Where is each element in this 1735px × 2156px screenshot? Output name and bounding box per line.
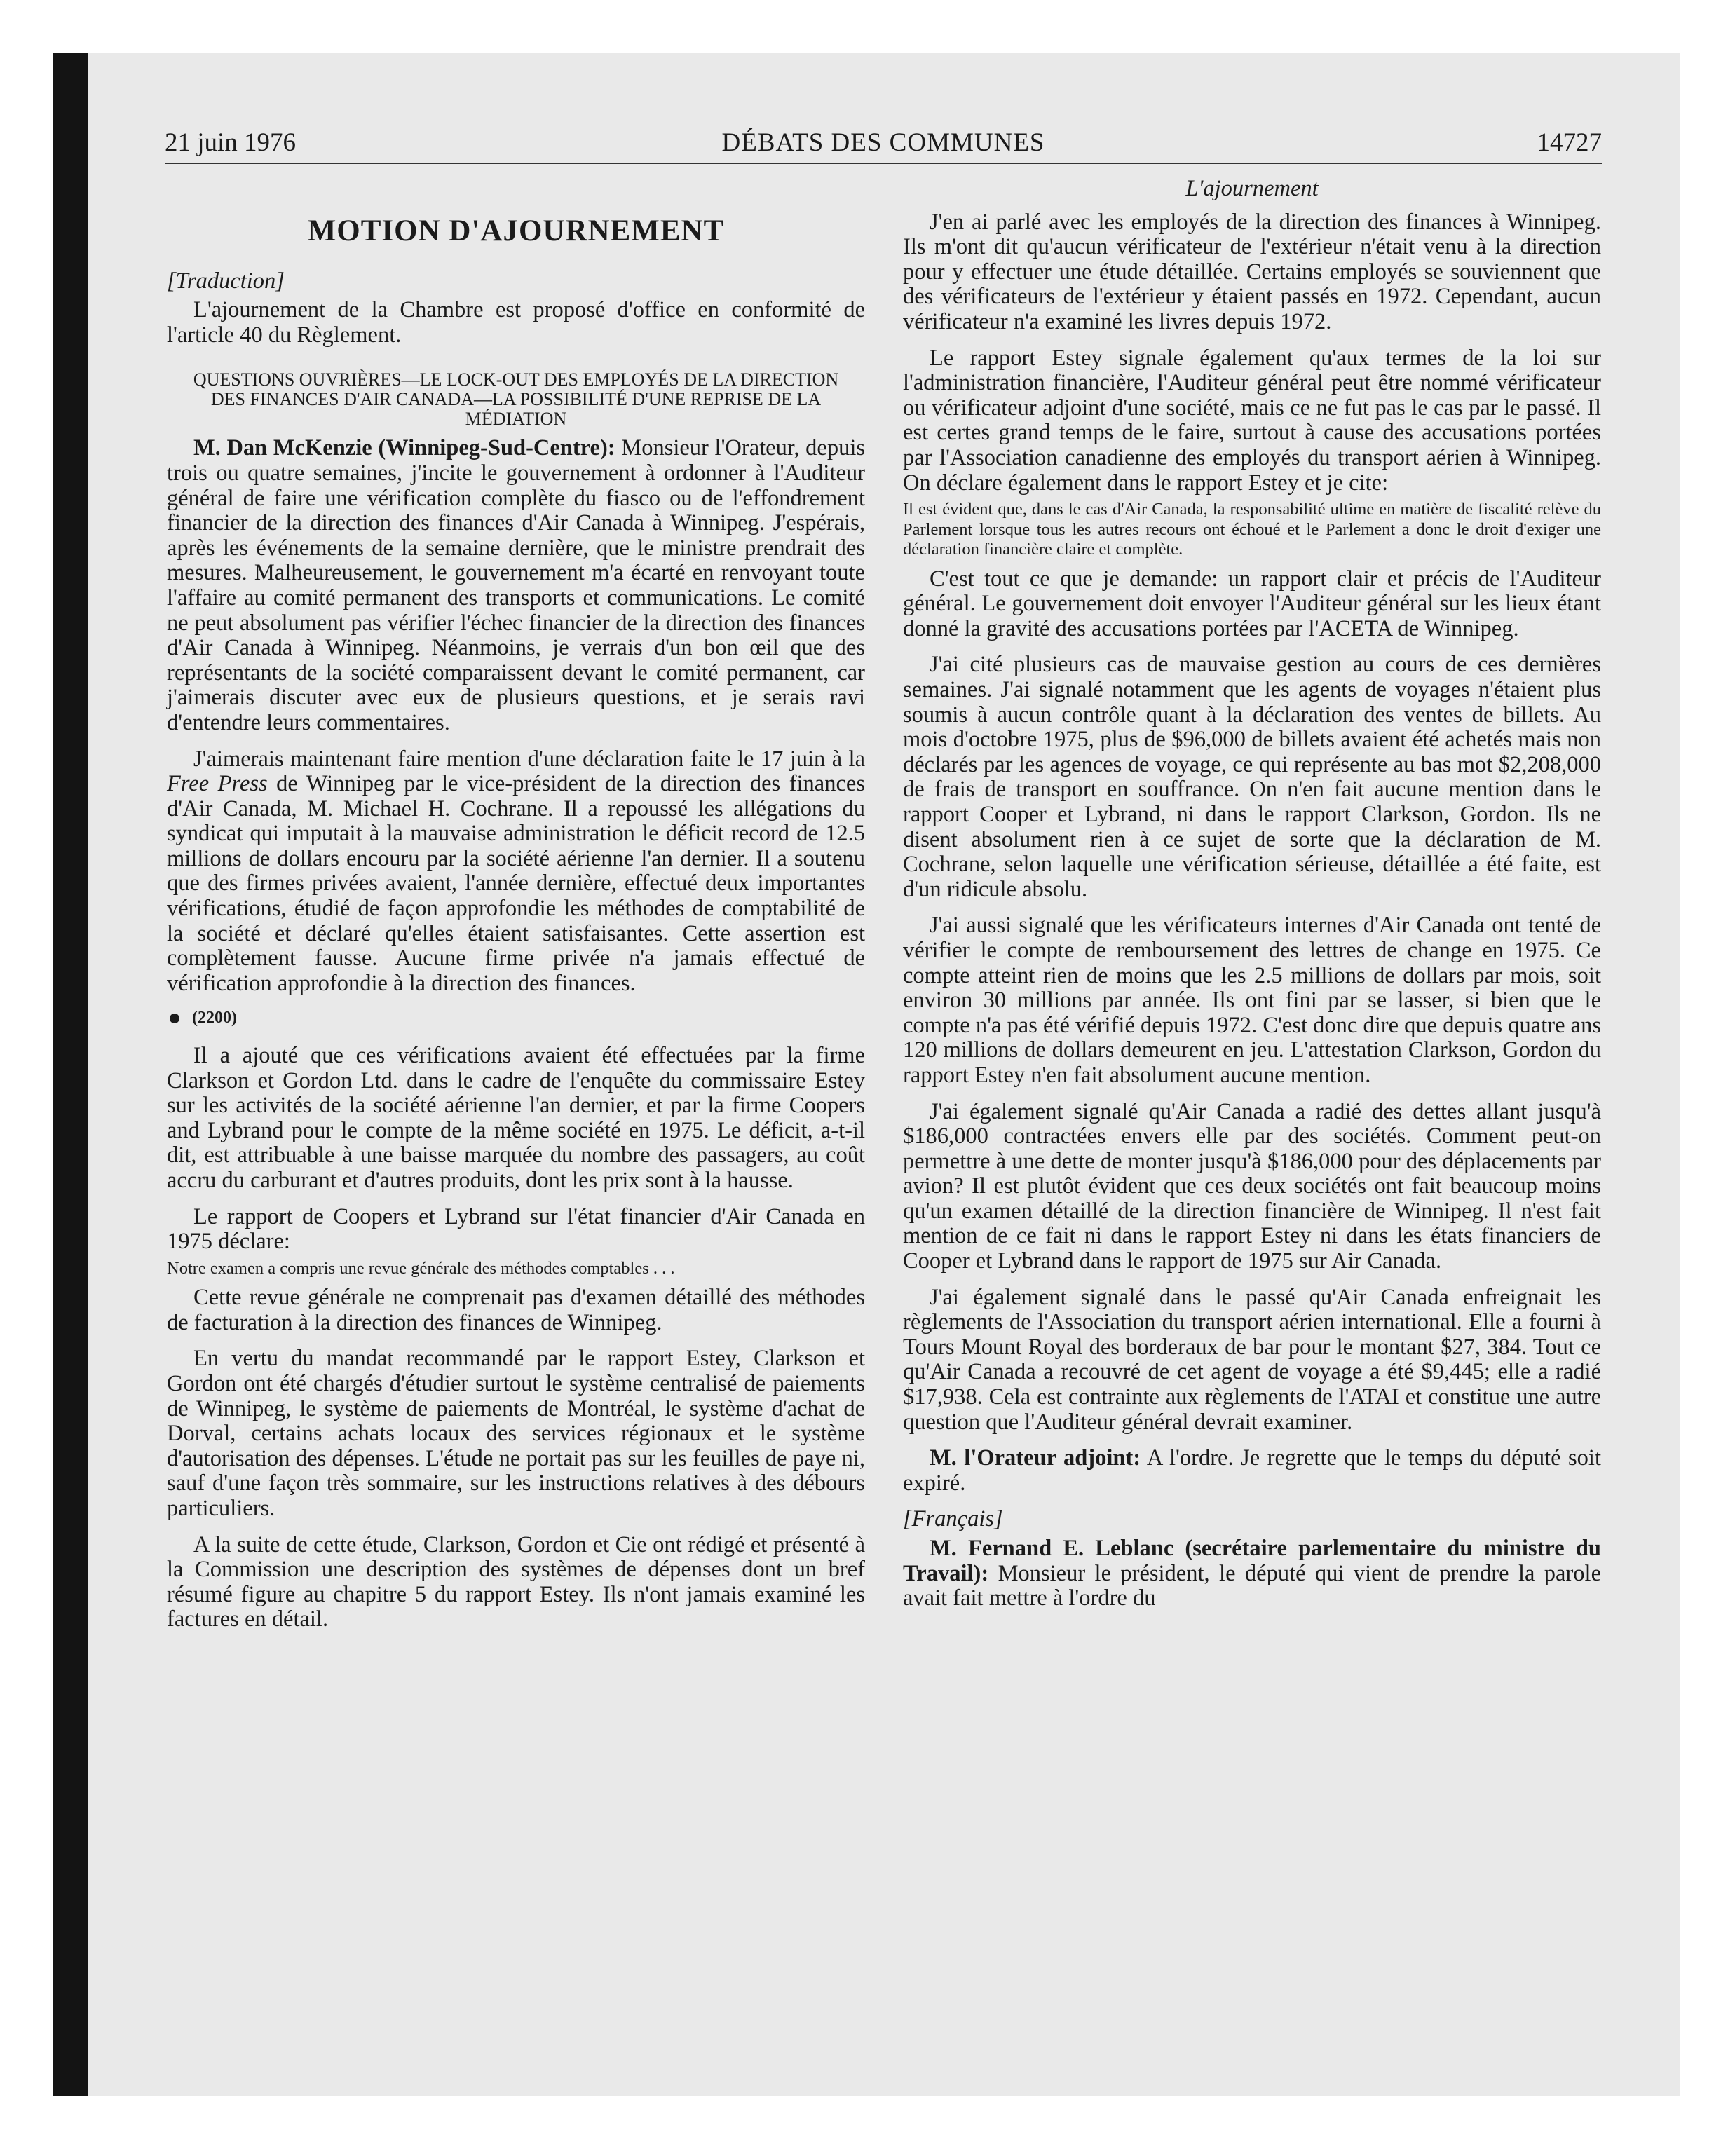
scan-border [53,53,88,2096]
paragraph: Cette revue générale ne comprenait pas d'examen détaillé des méthodes de facturation à la direction des finances de Winnipeg. [167,1285,865,1335]
paragraph: J'ai également signalé dans le passé qu'Air Canada enfreignait les règlements de l'Association du transport aérien international. Elle a fourni à Tours Mount Royal des borderaux de bar pour le montant $27, 384. Tout ce qu'Air Canada a recouvré de cet agent de voyage a été $9,445; elle a radié $17,938. Cela est contrainte aux règlements de l'ATAI et constitue une autre question que l'Auditeur général devrait examiner. [903,1284,1601,1435]
time-marker: (2200) [167,1006,865,1031]
newspaper-title: Free Press [167,771,268,797]
block-quote: Notre examen a compris une revue générale des méthodes comptables . . . [167,1258,675,1278]
paragraph: Il a ajouté que ces vérifications avaient été effectuées par la firme Clarkson et Gordon Ltd. dans le cadre de l'enquête du commissaire Estey sur les activités de la société aérienne l'an dernier, et par la firme Coopers and Lybrand pour le compte de la même société en 1975. Le déficit, a-t-il dit, est attribuable à une baisse marquée du nombre des passagers, au coût accru du carburant et d'autres produits, dont les prix sont à la hausse. [167,1043,865,1193]
subheading: QUESTIONS OUVRIÈRES—LE LOCK-OUT DES EMPLOYÉS DE LA DIRECTION DES FINANCES D'AIR CANADA—LA POSSIBILITÉ D'UNE REPRISE DE LA MÉDIATION [193,369,839,430]
header-date: 21 juin 1976 [165,128,297,157]
header-page-number: 14727 [1537,128,1602,157]
running-head: L'ajournement [1185,176,1319,201]
language-tag: [Français] [903,1506,1003,1532]
paragraph: J'ai cité plusieurs cas de mauvaise gestion au cours de ces dernières semaines. J'ai signalé notamment que les agents de voyages n'étaient plus soumis à aucun contrôle quant à la déclaration des ventes de billets. Au mois d'octobre 1975, plus de $96,000 de billets avaient été achetés mais non déclarés par les agences de voyage, ce qui représente au bas mot $2,208,000 de frais de transport en souffrance. On n'en fait aucune mention dans le rapport Cooper et Lybrand, ni dans le rapport Clarkson, Gordon. Ils ne disent absolument rien à ce sujet de sorte que la déclaration de M. Cochrane, selon laquelle une vérification sérieuse, détaillée a été faite, est d'un ridicule absolu. [903,652,1601,902]
paragraph: Le rapport de Coopers et Lybrand sur l'état financier d'Air Canada en 1975 déclare: [167,1203,865,1255]
header-publication: DÉBATS DES COMMUNES [721,128,1045,157]
paragraph: C'est tout ce que je demande: un rapport clair et précis de l'Auditeur général. Le gouvernement doit envoyer l'Auditeur général sur les lieux étant donné la gravité des accusations portées par l'ACETA de Winnipeg. [903,566,1601,641]
paragraph: M. l'Orateur adjoint: A l'ordre. Je regrette que le temps du député soit expiré. [903,1445,1601,1496]
right-column [903,175,1601,1611]
left-column [167,175,865,1632]
paragraph: En vertu du mandat recommandé par le rapport Estey, Clarkson et Gordon ont été chargés d'étudier surtout le système centralisé de paiements de Winnipeg, le système de paiements de Montréal, le système d'achat de Dorval, certains achats locaux des services régionaux et le système d'autorisation des dépenses. L'étude ne portait pas sur les feuilles de paye ni, sauf d'une façon très sommaire, sur les instructions relatives à des débours particuliers. [167,1346,865,1522]
paragraph: M. Dan McKenzie (Winnipeg-Sud-Centre): Monsieur l'Orateur, depuis trois ou quatre semaines, j'incite le gouvernement à ordonner à l'Auditeur général de faire une vérification complète du fiasco ou de l'effondrement financier de la direction des finances d'Air Canada à Winnipeg. J'espérais, après les événements de la semaine dernière, que le ministre prendrait des mesures. Malheureusement, le gouvernement m'a écarté en renvoyant toute l'affaire au comité permanent des transports et communications. Le comité ne peut absolument pas vérifier l'échec financier de la direction des finances d'Air Canada à Winnipeg. Néanmoins, je verrais d'un bon œil que des représentants de la société comparaissent devant le comité permanent, car j'aimerais discuter avec eux de plusieurs questions, et je serais ravi d'entendre leurs commentaires. [167,435,866,735]
header-rule [165,163,1602,164]
paragraph: J'en ai parlé avec les employés de la direction des finances à Winnipeg. Ils m'ont dit qu'aucun vérificateur de l'extérieur n'était venu à la direction pour y effectuer une étude détaillée. Certains employés se souviennent que des vérificateurs de l'extérieur y étaient passés en 1972. Cependant, aucun vérificateur n'a examiné les livres depuis 1972. [903,209,1601,334]
bullet-icon [170,1014,179,1023]
paragraph: J'ai également signalé qu'Air Canada a radié des dettes allant jusqu'à $186,000 contractées envers elle par des sociétés. Comment peut-on permettre à une dette de monter jusqu'à $186,000 pour des déplacements par avion? Il est plutôt évident que ces deux sociétés ont fait beaucoup moins qu'un examen détaillé de la direction financière de Winnipeg. Il n'est fait mention de ce fait ni dans le rapport Estey ni dans les états financiers de Cooper et Lybrand dans le rapport de 1975 sur Air Canada. [903,1098,1601,1274]
paragraph: Le rapport Estey signale également qu'aux termes de la loi sur l'administration financière, l'Auditeur général peut être nommé vérificateur ou vérificateur adjoint d'une société, mais ce ne fut pas le cas par le passé. Il est certes grand temps de le faire, surtout à cause des accusations portées par l'Association canadienne des employés du transport aérien à Winnipeg. On déclare également dans le rapport Estey et je cite: [903,345,1601,496]
paragraph: A la suite de cette étude, Clarkson, Gordon et Cie ont rédigé et présenté à la Commission une description des systèmes de dépenses dont un bref résumé figure au chapitre 5 du rapport Estey. Ils n'ont jamais examiné les factures en détail. [167,1531,865,1632]
speaker-name: M. l'Orateur adjoint: [930,1445,1141,1471]
paragraph: J'ai aussi signalé que les vérificateurs internes d'Air Canada ont tenté de vérifier le compte de remboursement des lettres de change en 1975. Ce compte atteint rien de moins que les 2.5 millions de dollars par mois, soit environ 30 millions par année. Ils ont fini par se lasser, si bien que le compte n'a pas été vérifié depuis 1972. C'est donc dire que depuis quatre ans 120 millions de dollars demeurent en jeu. L'attestation Clarkson, Gordon du rapport Estey n'en fait absolument aucune mention. [903,913,1601,1088]
paragraph: J'aimerais maintenant faire mention d'une déclaration faite le 17 juin à la Free Press de Winnipeg par le vice-président de la direction des finances d'Air Canada, M. Michael H. Cochrane. Il a repoussé les allégations du syndicat qui imputait à la mauvaise administration le déficit record de 12.5 millions de dollars encouru par la société aérienne l'an dernier. Il a soutenu que des firmes privées avaient, l'année dernière, effectué deux importantes vérifications, étudié de façon approfondie les méthodes de comptabilité de la société et déclaré qu'elles étaient satisfaisantes. Cette assertion est complètement fausse. Aucune firme privée n'a jamais effectué de vérification approfondie à la direction des finances. [167,746,865,996]
paragraph: M. Fernand E. Leblanc (secrétaire parlementaire du ministre du Travail): Monsieur le président, le député qui vient de prendre la parole avait fait mettre à l'ordre du [903,1536,1601,1611]
speaker-name: M. Fernand E. Leblanc (secrétaire parlementaire du ministre du Travail): [903,1536,1601,1586]
section-title: MOTION D'AJOURNEMENT [307,214,725,247]
block-quote: Il est évident que, dans le cas d'Air Canada, la responsabilité ultime en matière de fiscalité relève du Parlement lorsque tous les autres recours ont échoué et le Parlement a donc le droit d'exiger une déclaration financière claire et complète. [903,500,1601,559]
page-header [165,128,1602,163]
speaker-name: M. Dan McKenzie (Winnipeg-Sud-Centre): [193,435,615,461]
paragraph: L'ajournement de la Chambre est proposé d'office en conformité de l'article 40 du Règlement. [167,297,865,348]
language-tag: [Traduction] [167,268,285,294]
